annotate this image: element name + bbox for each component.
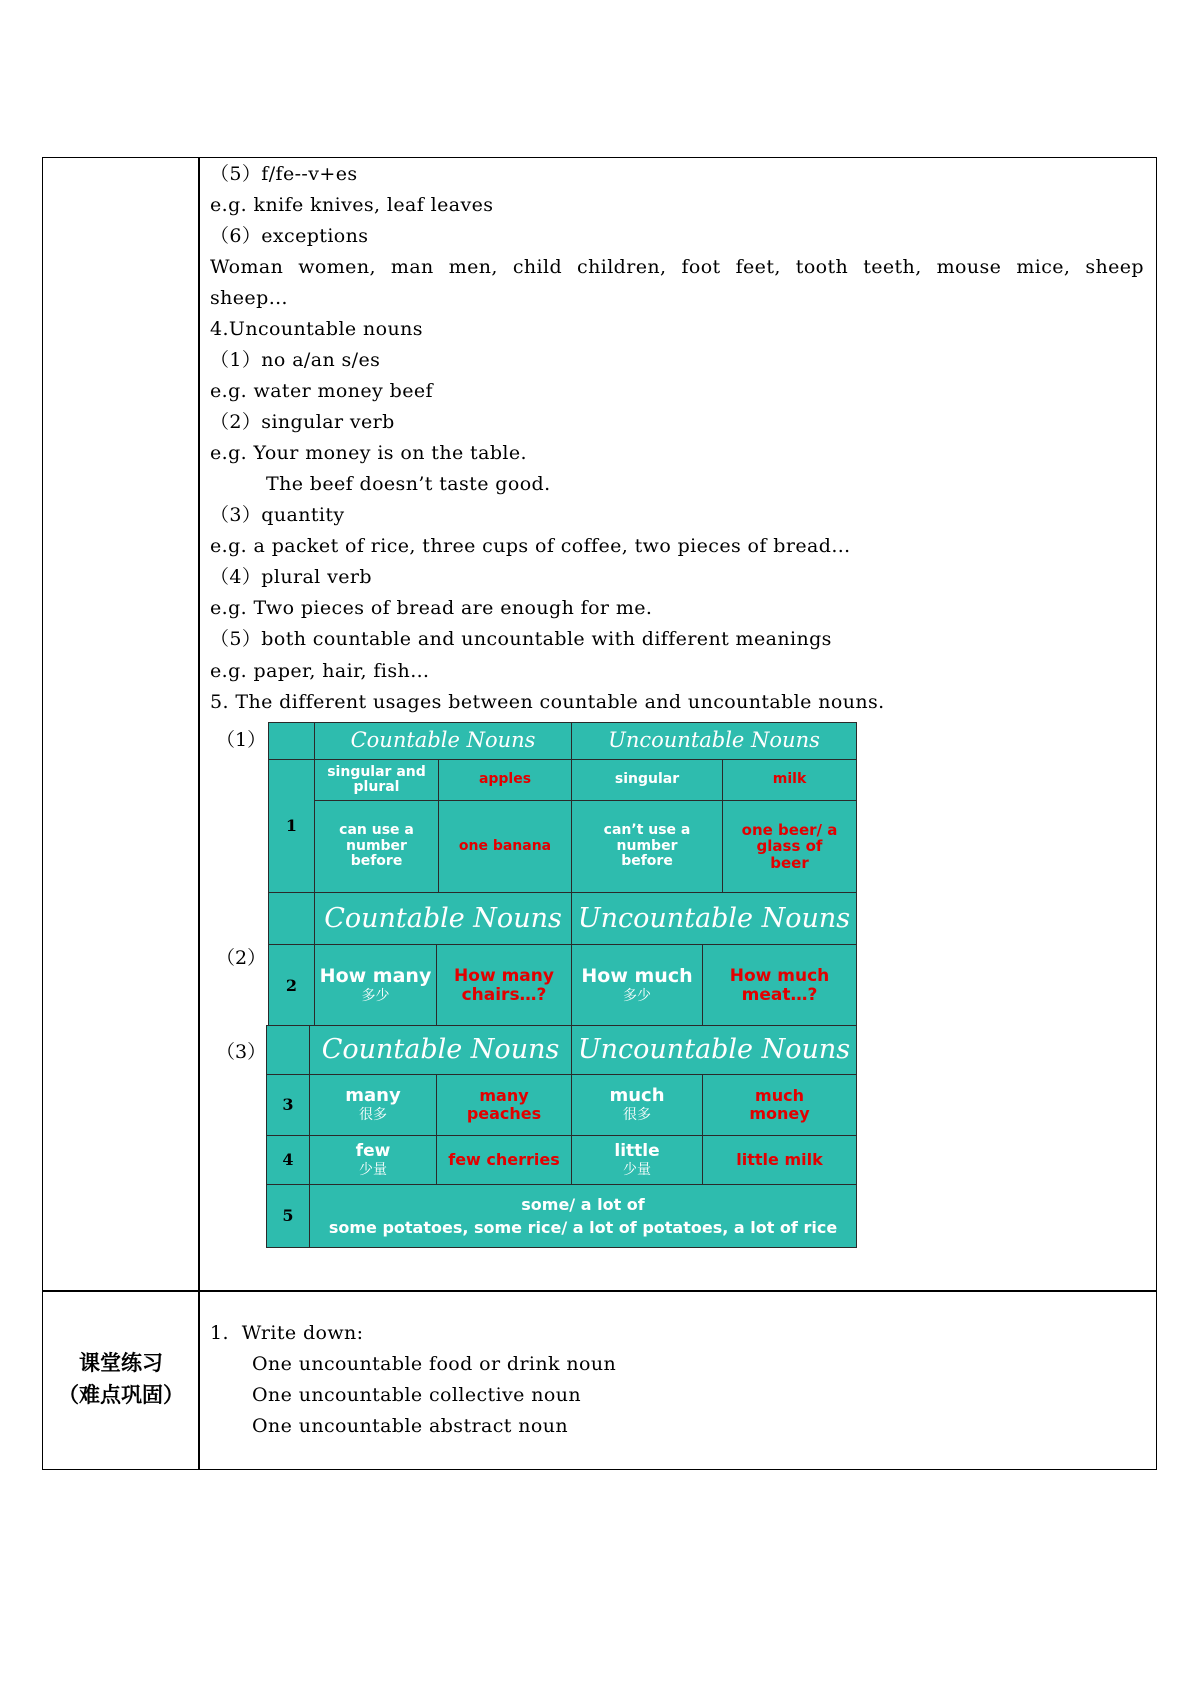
header-countable: Countable Nouns [315, 893, 572, 945]
table-cell [310, 1136, 437, 1185]
table-cell: singular [572, 760, 723, 801]
practice-item: One uncountable food or drink noun [252, 1353, 617, 1375]
content-line: （5）f/fe--v+es [210, 163, 358, 185]
cell-zh: 多少 [361, 988, 390, 1005]
table-cell-example: few cherries [437, 1136, 572, 1185]
table-cell [572, 945, 703, 1027]
practice-item: One uncountable collective noun [252, 1384, 582, 1406]
table-cell [315, 945, 437, 1027]
cell-zh: 少量 [623, 1161, 652, 1178]
table-cell: can’t use a number before [572, 801, 723, 893]
table-cell-blank [269, 893, 315, 945]
content-line: sheep… [210, 287, 289, 309]
table-cell: can use a number before [315, 801, 439, 893]
table-cell-example: How many chairs…? [437, 945, 572, 1027]
header-countable: Countable Nouns [310, 1026, 572, 1075]
cell-zh: 少量 [359, 1161, 387, 1178]
row-number: 2 [269, 945, 315, 1027]
content-line: （3）quantity [210, 504, 345, 526]
table-cell [310, 1075, 437, 1136]
cell-zh: 多少 [623, 988, 652, 1005]
countable-table-2 [268, 892, 857, 1027]
table-cell-blank [269, 723, 315, 760]
cell-line: some potatoes, some rice/ a lot of potatoes, a lot of rice [328, 1218, 838, 1237]
table-cell [572, 1075, 703, 1136]
content-line: The beef doesn’t taste good. [266, 473, 551, 495]
practice-item: One uncountable abstract noun [252, 1415, 568, 1437]
header-countable: Countable Nouns [315, 723, 572, 760]
table-cell-example: one beer/ a glass of beer [723, 801, 857, 893]
cell-main: many [345, 1085, 401, 1107]
content-line: e.g. water money beef [210, 380, 433, 402]
row-number: 1 [269, 760, 315, 893]
content-line: e.g. paper, hair, fish… [210, 660, 430, 682]
section-title: 课堂练习 [79, 1351, 163, 1375]
cell-main: little [614, 1140, 660, 1161]
cell-line: some/ a lot of [521, 1194, 645, 1214]
table-label-3: （3） [216, 1041, 267, 1063]
content-line: e.g. Your money is on the table. [210, 442, 527, 464]
content-line: 5. The different usages between countable and uncountable nouns. [210, 691, 885, 713]
cell-main: How many [319, 965, 432, 988]
table-cell-example: milk [723, 760, 857, 801]
cell-main: much [609, 1085, 665, 1107]
header-uncountable: Uncountable Nouns [572, 893, 857, 945]
cell-zh: 很多 [359, 1107, 387, 1124]
row-number: 4 [267, 1136, 310, 1185]
content-line: （6）exceptions [210, 225, 369, 247]
table-cell-example: little milk [703, 1136, 857, 1185]
table-cell-example: many peaches [437, 1075, 572, 1136]
table-cell-blank [267, 1026, 310, 1075]
cell-zh: 很多 [623, 1107, 652, 1124]
table-cell-merged [310, 1185, 857, 1248]
table-label-2: （2） [216, 947, 267, 969]
table-label-1: （1） [216, 729, 267, 751]
content-line: （5）both countable and uncountable with different meanings [210, 628, 832, 650]
section-subtitle: （难点巩固） [58, 1383, 184, 1407]
row-number: 5 [267, 1185, 310, 1248]
table-cell-example: How much meat…? [703, 945, 857, 1027]
practice-heading: 1. Write down: [210, 1322, 364, 1344]
cell-main: few [355, 1140, 391, 1161]
content-line: （2）singular verb [210, 411, 395, 433]
cell-main: How much [581, 965, 693, 988]
countable-table-1 [268, 722, 857, 893]
content-line: Woman women, man men, child children, foot feet, tooth teeth, mouse mice, sheep [210, 256, 1144, 278]
table-cell [572, 1136, 703, 1185]
table-cell-example: much money [703, 1075, 857, 1136]
table-cell-example: one banana [439, 801, 572, 893]
content-line: （4）plural verb [210, 566, 372, 588]
header-uncountable: Uncountable Nouns [572, 723, 857, 760]
row-number: 3 [267, 1075, 310, 1136]
column-divider [198, 157, 200, 1470]
header-uncountable: Uncountable Nouns [572, 1026, 857, 1075]
table-cell: singular and plural [315, 760, 439, 801]
content-line: e.g. Two pieces of bread are enough for me. [210, 597, 653, 619]
content-line: 4.Uncountable nouns [210, 318, 423, 340]
countable-table-3 [266, 1025, 857, 1248]
content-line: e.g. a packet of rice, three cups of coffee, two pieces of bread… [210, 535, 851, 557]
table-cell-example: apples [439, 760, 572, 801]
content-line: （1）no a/an s/es [210, 349, 381, 371]
row-divider [42, 1290, 1157, 1292]
content-line: e.g. knife knives, leaf leaves [210, 194, 494, 216]
